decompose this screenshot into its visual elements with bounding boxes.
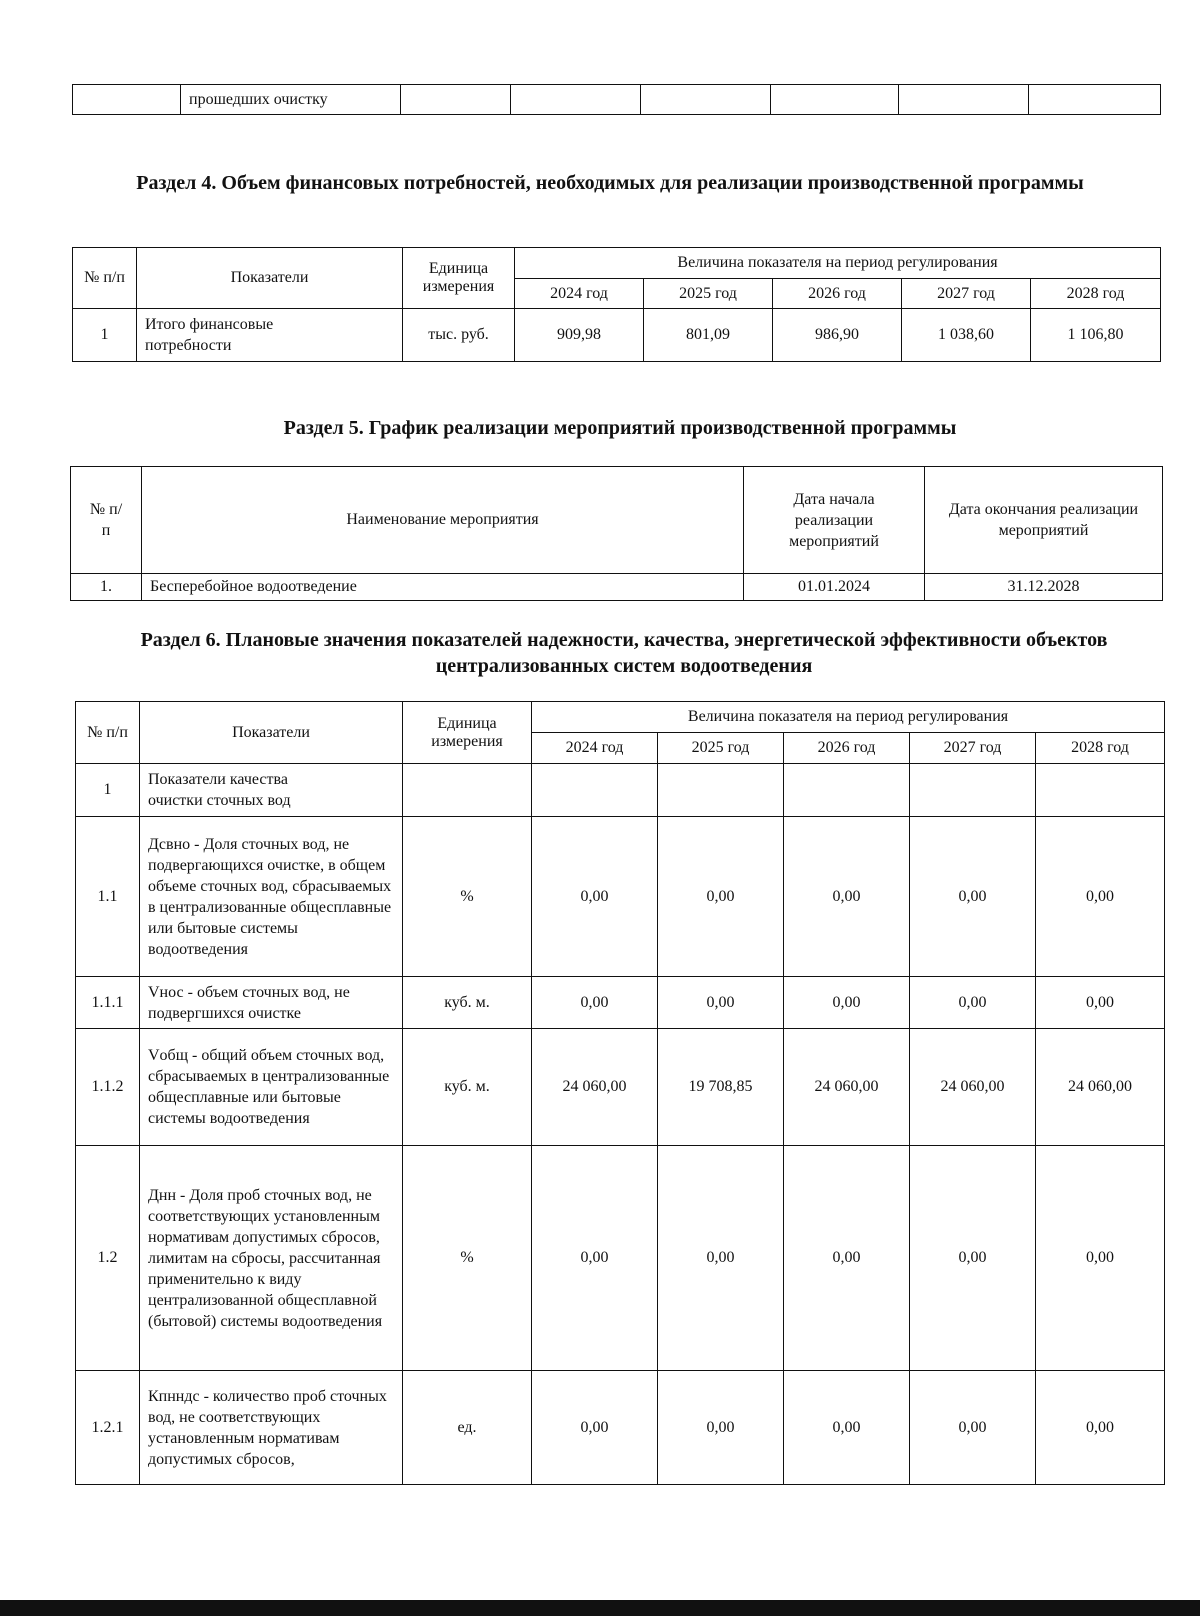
table-row [76, 1029, 1165, 1146]
section6-year-header: 2024 год [532, 733, 658, 764]
section4-title: Раздел 4. Объем финансовых потребностей, необходимых для реализации производственной программы [136, 172, 1084, 194]
row-unit: куб. м. [403, 977, 532, 1029]
row-name: Vобщ - общий объем сточных вод, сбрасываемых в централизованные общесплавные или бытовые системы водоотведения [140, 1029, 403, 1146]
section4-year-header: 2024 год [515, 279, 644, 309]
section4-header-indicators: Показатели [137, 248, 403, 309]
row-unit: % [403, 1146, 532, 1371]
row-value: 24 060,00 [910, 1029, 1036, 1146]
section4-table [72, 247, 1161, 362]
section6-header-indicators: Показатели [140, 702, 403, 764]
table-row [76, 1146, 1165, 1371]
row-unit [403, 764, 532, 817]
row-name: Vнос - объем сточных вод, не подвергшихся очистке [140, 977, 403, 1029]
table-row [76, 1371, 1165, 1485]
section5-header-start: Дата начала реализации мероприятий [744, 467, 925, 574]
section6-year-header: 2026 год [784, 733, 910, 764]
row-num: 1. [71, 574, 142, 601]
row-value: 0,00 [784, 1146, 910, 1371]
top-cell [401, 85, 511, 115]
table-row [76, 817, 1165, 977]
row-name: Кпнндс - количество проб сточных вод, не соответствующих установленным нормативам допустимых сбросов, [140, 1371, 403, 1485]
row-value: 0,00 [658, 977, 784, 1029]
row-value [532, 764, 658, 817]
row-value: 0,00 [910, 817, 1036, 977]
section6-year-header: 2025 год [658, 733, 784, 764]
table-row [73, 309, 1161, 362]
row-unit: ед. [403, 1371, 532, 1485]
row-num: 1.2.1 [76, 1371, 140, 1485]
row-num: 1 [73, 309, 137, 362]
row-value: 0,00 [532, 817, 658, 977]
scan-edge-bar [0, 1600, 1200, 1616]
row-value: 0,00 [532, 1146, 658, 1371]
row-value: 0,00 [1036, 1146, 1165, 1371]
table-row [71, 574, 1163, 601]
top-cell [1029, 85, 1161, 115]
row-value: 0,00 [1036, 977, 1165, 1029]
row-end-date: 31.12.2028 [925, 574, 1163, 601]
row-value: 801,09 [644, 309, 773, 362]
row-name: Дсвно - Доля сточных вод, не подвергающихся очистке, в общем объеме сточных вод, сбрасываемых в централизованные общесплавные или бытовые системы водоотведения [140, 817, 403, 977]
row-value: 0,00 [532, 977, 658, 1029]
row-num: 1 [76, 764, 140, 817]
table-row [76, 977, 1165, 1029]
row-value: 24 060,00 [784, 1029, 910, 1146]
section6-header-unit: Единица измерения [403, 702, 532, 764]
section6-header-num: № п/п [76, 702, 140, 764]
section6-title: Раздел 6. Плановые значения показателей надежности, качества, энергетической эффективности объектов централизованных систем водоотведения [140, 629, 1108, 677]
row-num: 1.1 [76, 817, 140, 977]
row-value [658, 764, 784, 817]
section5-header-name: Наименование мероприятия [142, 467, 744, 574]
row-value: 24 060,00 [1036, 1029, 1165, 1146]
section4-header-period: Величина показателя на период регулирования [515, 248, 1161, 279]
row-value: 1 106,80 [1031, 309, 1161, 362]
section4-year-header: 2025 год [644, 279, 773, 309]
section4-year-header: 2026 год [773, 279, 902, 309]
row-num: 1.1.1 [76, 977, 140, 1029]
row-unit: куб. м. [403, 1029, 532, 1146]
row-value: 0,00 [910, 1371, 1036, 1485]
row-value: 0,00 [1036, 1371, 1165, 1485]
section6-table [75, 701, 1165, 1485]
section6-year-header: 2028 год [1036, 733, 1165, 764]
row-num: 1.1.2 [76, 1029, 140, 1146]
row-start-date: 01.01.2024 [744, 574, 925, 601]
section6-year-header: 2027 год [910, 733, 1036, 764]
section5-title: Раздел 5. График реализации мероприятий производственной программы [283, 417, 957, 439]
row-name: Показатели качества очистки сточных вод [140, 764, 403, 817]
row-value: 0,00 [532, 1371, 658, 1485]
table-row [76, 764, 1165, 817]
row-value: 0,00 [784, 1371, 910, 1485]
row-value: 0,00 [658, 1146, 784, 1371]
section5-header-end: Дата окончания реализации мероприятий [925, 467, 1163, 574]
row-num: 1.2 [76, 1146, 140, 1371]
row-value: 0,00 [784, 817, 910, 977]
top-num-cell [73, 85, 181, 115]
row-value: 19 708,85 [658, 1029, 784, 1146]
row-value [1036, 764, 1165, 817]
row-value [784, 764, 910, 817]
section6-header-period: Величина показателя на период регулирования [532, 702, 1165, 733]
row-value: 0,00 [1036, 817, 1165, 977]
section5-header-num: № п/п [71, 467, 142, 574]
row-unit: % [403, 817, 532, 977]
row-unit: тыс. руб. [403, 309, 515, 362]
row-value: 0,00 [910, 1146, 1036, 1371]
row-value: 1 038,60 [902, 309, 1031, 362]
top-cell [771, 85, 899, 115]
section4-header-num: № п/п [73, 248, 137, 309]
top-table-fragment [72, 84, 1161, 115]
section5-table [70, 466, 1163, 601]
row-value: 24 060,00 [532, 1029, 658, 1146]
section4-header-unit: Единица измерения [403, 248, 515, 309]
section4-year-header: 2028 год [1031, 279, 1161, 309]
row-value: 0,00 [910, 977, 1036, 1029]
row-value: 0,00 [658, 1371, 784, 1485]
row-value [910, 764, 1036, 817]
top-cell [899, 85, 1029, 115]
row-value: 986,90 [773, 309, 902, 362]
top-cell [511, 85, 641, 115]
row-name: Итого финансовые потребности [137, 309, 403, 362]
top-row-label: прошедших очистку [181, 85, 401, 115]
row-value: 909,98 [515, 309, 644, 362]
row-name: Бесперебойное водоотведение [142, 574, 744, 601]
row-value: 0,00 [658, 817, 784, 977]
row-value: 0,00 [784, 977, 910, 1029]
section4-year-header: 2027 год [902, 279, 1031, 309]
row-name: Днн - Доля проб сточных вод, не соответствующих установленным нормативам допустимых сбросов, лимитам на сбросы, рассчитанная применительно к виду централизованной общесплавной (бытовой) системы водоотведения [140, 1146, 403, 1371]
top-cell [641, 85, 771, 115]
